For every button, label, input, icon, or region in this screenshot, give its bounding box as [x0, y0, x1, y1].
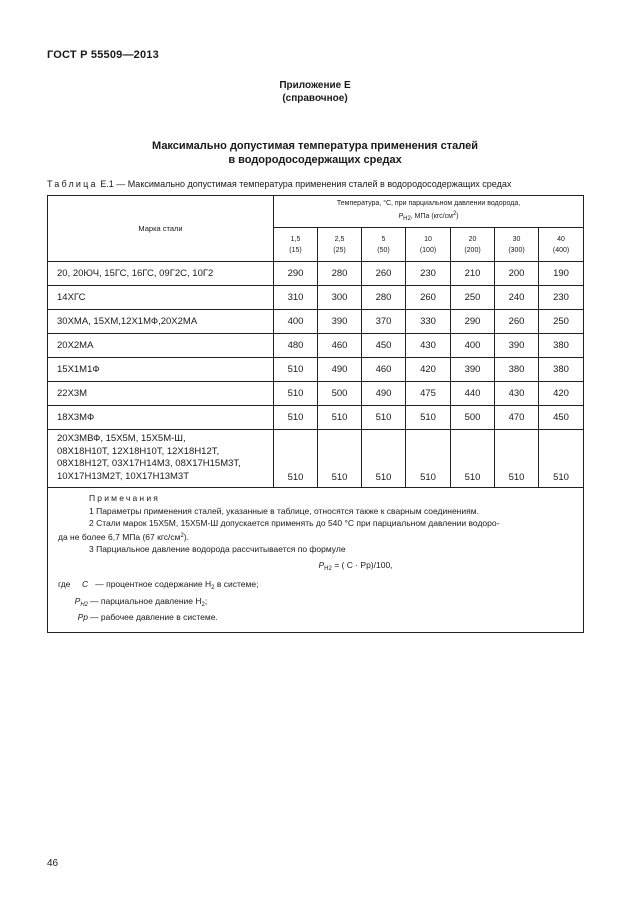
pressure-mpa: 20 [468, 235, 477, 243]
steel-grade-line: 18Х3МФ [57, 412, 95, 423]
pressure-header-cell [274, 228, 318, 262]
temperature-cell: 290 [451, 310, 495, 334]
table-row [48, 262, 584, 286]
temperature-cell: 510 [318, 406, 362, 430]
table-row [48, 406, 584, 430]
temperature-cell: 510 [318, 430, 362, 488]
temperature-cell: 510 [539, 430, 584, 488]
temperature-cell: 390 [451, 358, 495, 382]
def-symbol: Pp [77, 612, 88, 622]
page-number: 46 [47, 858, 59, 869]
pressure-kgf: (25) [333, 246, 346, 254]
main-title-line-2: в водородосодержащих средах [228, 154, 402, 166]
temp-header-sup: 2 [452, 211, 457, 217]
pressure-kgf: (300) [508, 246, 525, 254]
temperature-cell: 510 [406, 430, 451, 488]
temp-header-unit: , МПа (кгс/см [410, 213, 453, 220]
temperature-cell: 400 [274, 310, 318, 334]
table-row [48, 358, 584, 382]
temperature-cell: 430 [495, 382, 539, 406]
def-text-sub: 2 [201, 601, 205, 608]
table-row [48, 286, 584, 310]
temperature-cell: 500 [318, 382, 362, 406]
note-2-line-2: да не более 6,7 МПа (67 кгс/см [58, 531, 181, 542]
pressure-header-cell [539, 228, 584, 262]
temperature-cell: 460 [362, 358, 406, 382]
def-text: — парциальное давление H [90, 595, 202, 606]
temperature-cell: 200 [495, 262, 539, 286]
pressure-mpa: 10 [424, 235, 432, 243]
pressure-mpa: 30 [512, 235, 521, 243]
where-label: где [58, 579, 71, 589]
temperature-cell: 390 [495, 334, 539, 358]
pressure-mpa: 2,5 [334, 235, 345, 243]
temperature-cell: 450 [362, 334, 406, 358]
temperature-cell: 470 [495, 406, 539, 430]
temperature-cell: 250 [539, 310, 584, 334]
note-2 [58, 517, 573, 530]
formula-sub: H2 [324, 565, 332, 572]
note-3: 3 Парциальное давление водорода рассчитывается по формуле [89, 544, 346, 554]
grade-column-header: Марка стали [48, 196, 274, 262]
steel-grade-cell [48, 382, 274, 406]
steel-grade-cell [48, 406, 274, 430]
pressure-header-cell [451, 228, 495, 262]
note-2-close: ). [183, 531, 190, 542]
pressure-kgf: (200) [464, 246, 481, 254]
table-caption-text: Е.1 — Максимально допустимая температура применения сталей в водородосодержащих средах [97, 179, 512, 189]
table-row [48, 430, 584, 488]
def-tail: ; [204, 595, 208, 606]
temperature-cell: 230 [406, 262, 451, 286]
note-1: 1 Параметры применения сталей, указанные в таблице, относятся также к сварным соединениям. [89, 505, 479, 516]
temperature-cell: 450 [539, 406, 584, 430]
temperature-cell: 260 [362, 262, 406, 286]
def-row [90, 595, 573, 612]
temperature-table [47, 195, 584, 633]
def-symbol-cell [58, 611, 88, 624]
annex-subtitle: (справочное) [282, 93, 348, 104]
temperature-cell: 420 [406, 358, 451, 382]
def-text: — рабочее давление в системе. [90, 612, 218, 622]
note-2-line-1: 2 Стали марок 15Х5М, 15Х5М-Ш допускается применять до 540 °С при парциальном давлении водоро- [89, 518, 500, 528]
temperature-cell: 380 [539, 334, 584, 358]
table-row [48, 334, 584, 358]
def-row [82, 578, 573, 595]
temperature-cell: 400 [451, 334, 495, 358]
steel-grade-line: 20, 20ЮЧ, 15ГС, 16ГС, 09Г2С, 10Г2 [57, 268, 214, 279]
temperature-cell: 190 [539, 262, 584, 286]
pressure-kgf: (15) [289, 246, 302, 254]
def-tail: в системе; [214, 579, 259, 589]
pressure-kgf: (400) [552, 246, 570, 254]
formula [58, 559, 573, 576]
steel-grade-line: 14ХГС [57, 292, 86, 303]
temperature-cell: 475 [406, 382, 451, 406]
steel-grade-line: 30ХМА, 15ХМ,12Х1МФ,20Х2МА [57, 316, 198, 327]
temperature-cell: 390 [318, 310, 362, 334]
temperature-cell: 260 [495, 310, 539, 334]
formula-lhs: P [318, 559, 325, 570]
temp-header-line1: Температура, °С, при парциальном давлении водорода, [336, 200, 521, 207]
steel-grade-cell [48, 310, 274, 334]
def-row [90, 611, 573, 624]
note-2-continued [58, 530, 573, 544]
temperature-cell: 510 [406, 406, 451, 430]
temperature-cell: 370 [362, 310, 406, 334]
temp-header-close: ) [456, 213, 459, 220]
steel-grade-cell [48, 334, 274, 358]
temperature-cell: 490 [362, 382, 406, 406]
temperature-cell: 440 [451, 382, 495, 406]
temperature-cell: 500 [451, 406, 495, 430]
temperature-column-header [274, 196, 584, 228]
temperature-cell: 230 [539, 286, 584, 310]
temperature-cell: 260 [406, 286, 451, 310]
notes-block [48, 488, 584, 633]
steel-grade-line: 15Х1М1Ф [57, 364, 100, 375]
annex-title: Приложение Е [279, 80, 351, 91]
steel-grade-cell [48, 358, 274, 382]
steel-grade-line: 20Х2МА [57, 340, 94, 351]
temperature-cell: 510 [451, 430, 495, 488]
def-symbol: C [82, 579, 89, 589]
temperature-cell: 250 [451, 286, 495, 310]
def-symbol-cell [58, 595, 88, 612]
temperature-cell: 310 [274, 286, 318, 310]
temperature-cell: 510 [362, 406, 406, 430]
temperature-cell: 510 [274, 430, 318, 488]
pressure-kgf: (50) [377, 246, 390, 254]
steel-grade-line: 20Х3МВФ, 15Х5М, 15Х5М-Ш, [57, 433, 186, 444]
temperature-cell: 280 [318, 262, 362, 286]
steel-grade-line: 08Х18Н12Т, 03Х17Н14М3, 08Х17Н15М3Т, [57, 458, 241, 469]
temperature-cell: 510 [274, 382, 318, 406]
steel-grade-line: 10Х17Н13М2Т, 10Х17Н13М3Т [57, 470, 190, 482]
temperature-cell: 380 [539, 358, 584, 382]
pressure-mpa: 40 [557, 235, 565, 243]
temperature-cell: 510 [495, 430, 539, 488]
steel-grade-cell [48, 286, 274, 310]
def-symbol: P [74, 595, 81, 606]
pressure-header-cell [318, 228, 362, 262]
temperature-cell: 380 [495, 358, 539, 382]
temperature-cell: 240 [495, 286, 539, 310]
temperature-cell: 290 [274, 262, 318, 286]
temperature-cell: 510 [362, 430, 406, 488]
note-2-sup: 2 [180, 532, 184, 539]
pressure-mpa: 5 [381, 235, 386, 243]
temperature-cell: 280 [362, 286, 406, 310]
pressure-kgf: (100) [419, 246, 437, 254]
steel-grade-line: 22Х3М [57, 388, 88, 399]
table-caption-label: Таблица [47, 179, 98, 189]
pressure-header-cell [406, 228, 451, 262]
def-symbol-sub: H2 [80, 601, 88, 608]
def-text-sub: 2 [211, 585, 215, 591]
temperature-cell: 460 [318, 334, 362, 358]
steel-grade-cell [48, 262, 274, 286]
main-title-line-1: Максимально допустимая температура применения сталей [152, 140, 478, 152]
formula-rhs: = ( C · Pp)/100, [331, 559, 393, 570]
table-caption [47, 179, 511, 189]
temp-header-sub: H2 [403, 216, 411, 222]
temperature-cell: 490 [318, 358, 362, 382]
temperature-cell: 330 [406, 310, 451, 334]
temperature-cell: 420 [539, 382, 584, 406]
steel-grade-cell [48, 430, 274, 488]
temp-header-p: P [398, 213, 404, 220]
pressure-mpa: 1,5 [290, 235, 301, 243]
pressure-header-cell [495, 228, 539, 262]
temperature-cell: 430 [406, 334, 451, 358]
temperature-cell: 480 [274, 334, 318, 358]
temperature-cell: 210 [451, 262, 495, 286]
pressure-header-cell [362, 228, 406, 262]
table-row [48, 382, 584, 406]
definitions [58, 578, 573, 624]
document-code: ГОСТ Р 55509—2013 [47, 49, 159, 61]
temperature-cell: 300 [318, 286, 362, 310]
temperature-cell: 510 [274, 358, 318, 382]
table-row [48, 310, 584, 334]
steel-grade-line: 08Х18Н10Т, 12Х18Н10Т, 12Х18Н12Т, [57, 445, 220, 457]
notes-heading: Примечания [89, 493, 161, 503]
def-text: — процентное содержание H [95, 579, 212, 589]
temperature-cell: 510 [274, 406, 318, 430]
